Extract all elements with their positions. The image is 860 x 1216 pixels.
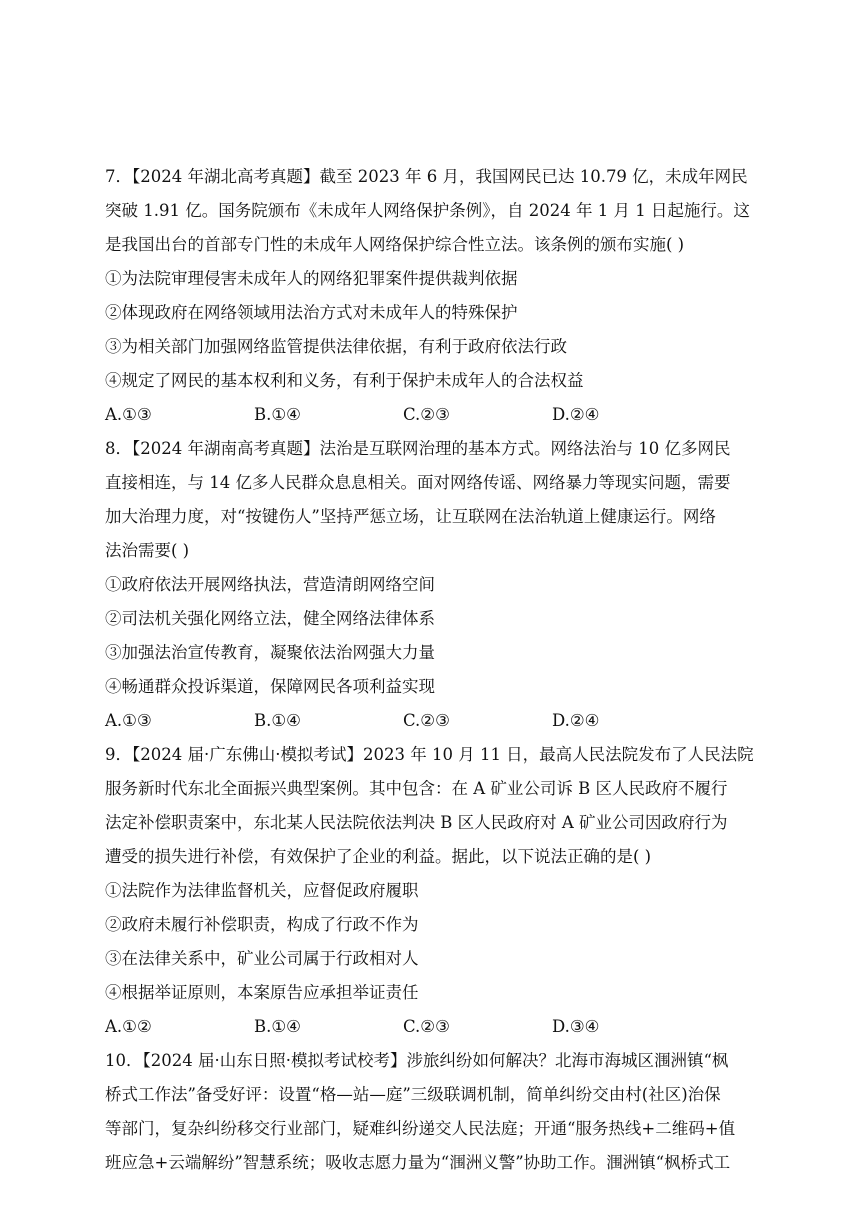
question-stem-line: 桥式工作法”备受好评：设置“格—站—庭”三级联调机制，简单纠纷交由村(社区)治保 (105, 1085, 721, 1104)
answer-option[interactable]: B.①④ (254, 405, 301, 424)
question-stem-line: 直接相连，与 14 亿多人民群众息息相关。面对网络传谣、网络暴力等现实问题，需要 (105, 473, 731, 492)
statement: ②政府未履行补偿职责，构成了行政不作为 (105, 915, 419, 934)
question-stem-line: 班应急+云端解纷”智慧系统；吸收志愿力量为“涠洲义警”协助工作。涠洲镇“枫桥式工 (105, 1153, 731, 1172)
statement: ②体现政府在网络领域用法治方式对未成年人的特殊保护 (105, 303, 518, 322)
answer-option[interactable]: B.①④ (254, 1017, 301, 1036)
statement: ③在法律关系中，矿业公司属于行政相对人 (105, 949, 419, 968)
question-stem-line: 服务新时代东北全面振兴典型案例。其中包含：在 A 矿业公司诉 B 区人民政府不履行 (105, 779, 728, 798)
question-7 (105, 160, 765, 432)
statement: ①政府依法开展网络执法，营造清朗网络空间 (105, 575, 435, 594)
answer-option[interactable]: D.②④ (552, 711, 600, 730)
statement: ③加强法治宣传教育，凝聚依法治网强大力量 (105, 643, 435, 662)
question-9 (105, 738, 765, 1044)
answer-option[interactable]: C.②③ (403, 711, 450, 730)
answer-option[interactable]: C.②③ (403, 1017, 450, 1036)
question-stem-line: 法定补偿职责案中，东北某人民法院依法判决 B 区人民政府对 A 矿业公司因政府行为 (105, 813, 728, 832)
question-stem-line: 加大治理力度，对“按键伤人”坚持严惩立场，让互联网在法治轨道上健康运行。网络 (105, 507, 716, 526)
answer-option[interactable]: C.②③ (403, 405, 450, 424)
answer-option[interactable]: D.③④ (552, 1017, 600, 1036)
question-stem-line: 7．【2024 年湖北高考真题】截至 2023 年 6 月，我国网民已达 10.79 亿，未成年网民 (105, 167, 748, 186)
statement: ④根据举证原则，本案原告应承担举证责任 (105, 983, 419, 1002)
answer-option[interactable]: A.①② (105, 1017, 152, 1036)
statement: ①法院作为法律监督机关，应督促政府履职 (105, 881, 419, 900)
question-stem-line: 10．【2024 届·山东日照·模拟考试校考】涉旅纠纷如何解决？北海市海城区涠洲镇“枫 (105, 1051, 729, 1070)
question-10 (105, 1044, 765, 1180)
answer-option[interactable]: A.①③ (105, 711, 152, 730)
question-stem-line: 突破 1.91 亿。国务院颁布《未成年人网络保护条例》，自 2024 年 1 月 1 日起施行。这 (105, 201, 750, 220)
answer-option[interactable]: B.①④ (254, 711, 301, 730)
statement: ②司法机关强化网络立法，健全网络法律体系 (105, 609, 435, 628)
statement: ①为法院审理侵害未成年人的网络犯罪案件提供裁判依据 (105, 269, 518, 288)
question-stem-line: 法治需要( ) (105, 541, 190, 560)
statement: ③为相关部门加强网络监管提供法律依据，有利于政府依法行政 (105, 337, 567, 356)
statement: ④规定了网民的基本权利和义务，有利于保护未成年人的合法权益 (105, 371, 584, 390)
question-stem-line: 是我国出台的首部专门性的未成年人网络保护综合性立法。该条例的颁布实施( ) (105, 235, 685, 254)
answer-option[interactable]: D.②④ (552, 405, 600, 424)
answer-options (105, 704, 765, 738)
question-stem-line: 8．【2024 年湖南高考真题】法治是互联网治理的基本方式。网络法治与 10 亿多网民 (105, 439, 731, 458)
question-stem-line: 等部门，复杂纠纷移交行业部门，疑难纠纷递交人民法庭；开通“服务热线+二维码+值 (105, 1119, 736, 1138)
question-stem-line: 遭受的损失进行补偿，有效保护了企业的利益。据此，以下说法正确的是( ) (105, 847, 652, 866)
question-list (105, 160, 765, 1180)
answer-option[interactable]: A.①③ (105, 405, 152, 424)
statement: ④畅通群众投诉渠道，保障网民各项利益实现 (105, 677, 435, 696)
answer-options (105, 1010, 765, 1044)
question-8 (105, 432, 765, 738)
answer-options (105, 398, 765, 432)
question-stem-line: 9．【2024 届·广东佛山·模拟考试】2023 年 10 月 11 日，最高人民法院发布了人民法院 (105, 745, 754, 764)
